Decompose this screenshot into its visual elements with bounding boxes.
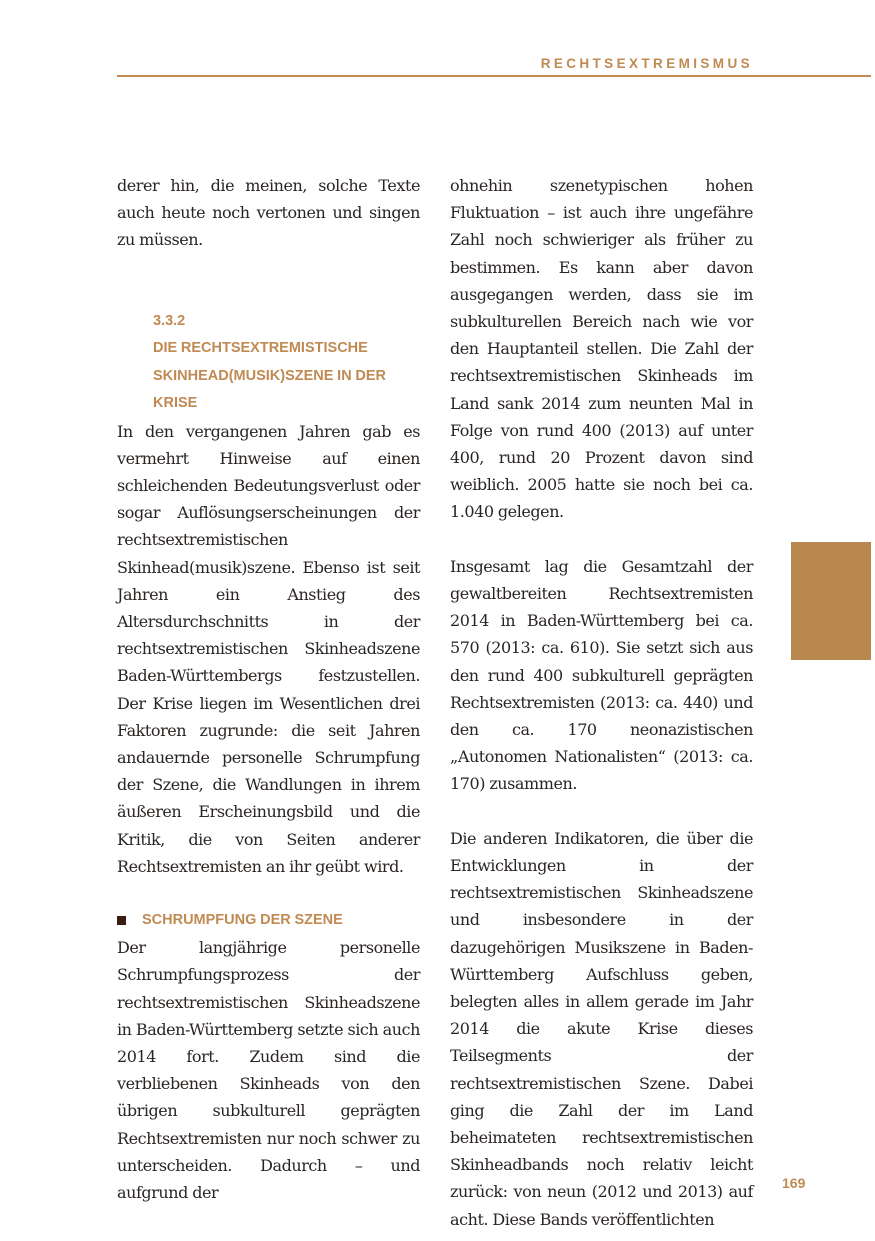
- intro-text: derer hin, die meinen, solche Texte auch heute noch vertonen und singen zu müssen.: [117, 176, 420, 250]
- running-head: RECHTSEXTREMISMUS: [540, 56, 753, 71]
- chapter-thumb-tab: [791, 542, 871, 660]
- section-heading: [153, 308, 420, 418]
- paragraph-total-count: Insgesamt lag die Gesamtzahl der gewaltbereiten Rechtsextremisten 2014 in Baden-Württemberg bei ca. 570 (2013: ca. 610). Sie setzt sich aus den rund 400 subkulturell geprägten Rechtsextremisten (2013: ca. 440) und den ca. 170 neonazistischen „Autonomen Nationalisten“ (2013: ca. 170) zusammen.: [450, 556, 753, 794]
- paragraph-indicators: Die anderen Indikatoren, die über die Entwicklungen in der rechtsextremistischen Skinheadszene und insbesondere in der dazugehörigen Musikszene in Baden-Württemberg Aufschluss geben, belegten alles in allem gerade im Jahr 2014 die akute Krise dieses Teilsegments der rechtsextremistischen Szene. Dabei ging die Zahl der im Land beheimateten rechtsextremistischen Skinheadbands noch relativ leicht zurück: von neun (2012 und 2013) auf acht. Diese Bands veröffentlichten: [450, 828, 753, 1229]
- section-number: 3.3.2: [153, 312, 186, 329]
- square-bullet-icon: [117, 916, 126, 925]
- section-title: DIE RECHTSEXTREMISTISCHE SKINHEAD(MUSIK)SZENE IN DER KRISE: [153, 340, 387, 412]
- subsection-heading: [117, 907, 420, 934]
- paragraph-fluctuation: ohnehin szenetypischen hohen Fluktuation – ist auch ihre ungefähre Zahl noch schwieriger als früher zu bestimmen. Es kann aber davon ausgegangen werden, dass sie im subkulturellen Bereich nach wie vor den Hauptanteil stellen. Die Zahl der rechtsextremistischen Skinheads im Land sank 2014 zum neunten Mal in Folge von rund 400 (2013) auf unter 400, rund 20 Prozent davon sind weiblich. 2005 hatte sie noch bei ca. 1.040 gelegen.: [450, 176, 753, 522]
- page-number: 169: [782, 1175, 806, 1191]
- subsection-title: SCHRUMPFUNG DER SZENE: [142, 912, 343, 929]
- right-column: [450, 172, 753, 1233]
- paragraph-crisis-intro: In den vergangenen Jahren gab es vermehrt Hinweise auf einen schleichenden Bedeutungsverlust oder sogar Auflösungserscheinungen der rechtsextremistischen Skinhead(musik)szene. Ebenso ist seit Jahren ein Anstieg des Altersdurchschnitts in der rechtsextremistischen Skinheadszene Baden-Württembergs festzustellen. Der Krise liegen im Wesentlichen drei Faktoren zugrunde: die seit Jahren andauernde personelle Schrumpfung der Szene, die Wandlungen in ihrem äußeren Erscheinungsbild und die Kritik, die von Seiten anderer Rechtsextremisten an ihr geübt wird.: [117, 421, 420, 876]
- header-rule: [117, 75, 871, 77]
- left-column: [117, 172, 420, 1206]
- paragraph-shrinkage: Der langjährige personelle Schrumpfungsprozess der rechtsextremistischen Skinheadszene in Baden-Württemberg setzte sich auch 2014 fort. Zudem sind die verbliebenen Skinheads von den übrigen subkulturell geprägten Rechtsextremisten nur noch schwer zu unterscheiden. Dadurch – und aufgrund der: [117, 938, 420, 1203]
